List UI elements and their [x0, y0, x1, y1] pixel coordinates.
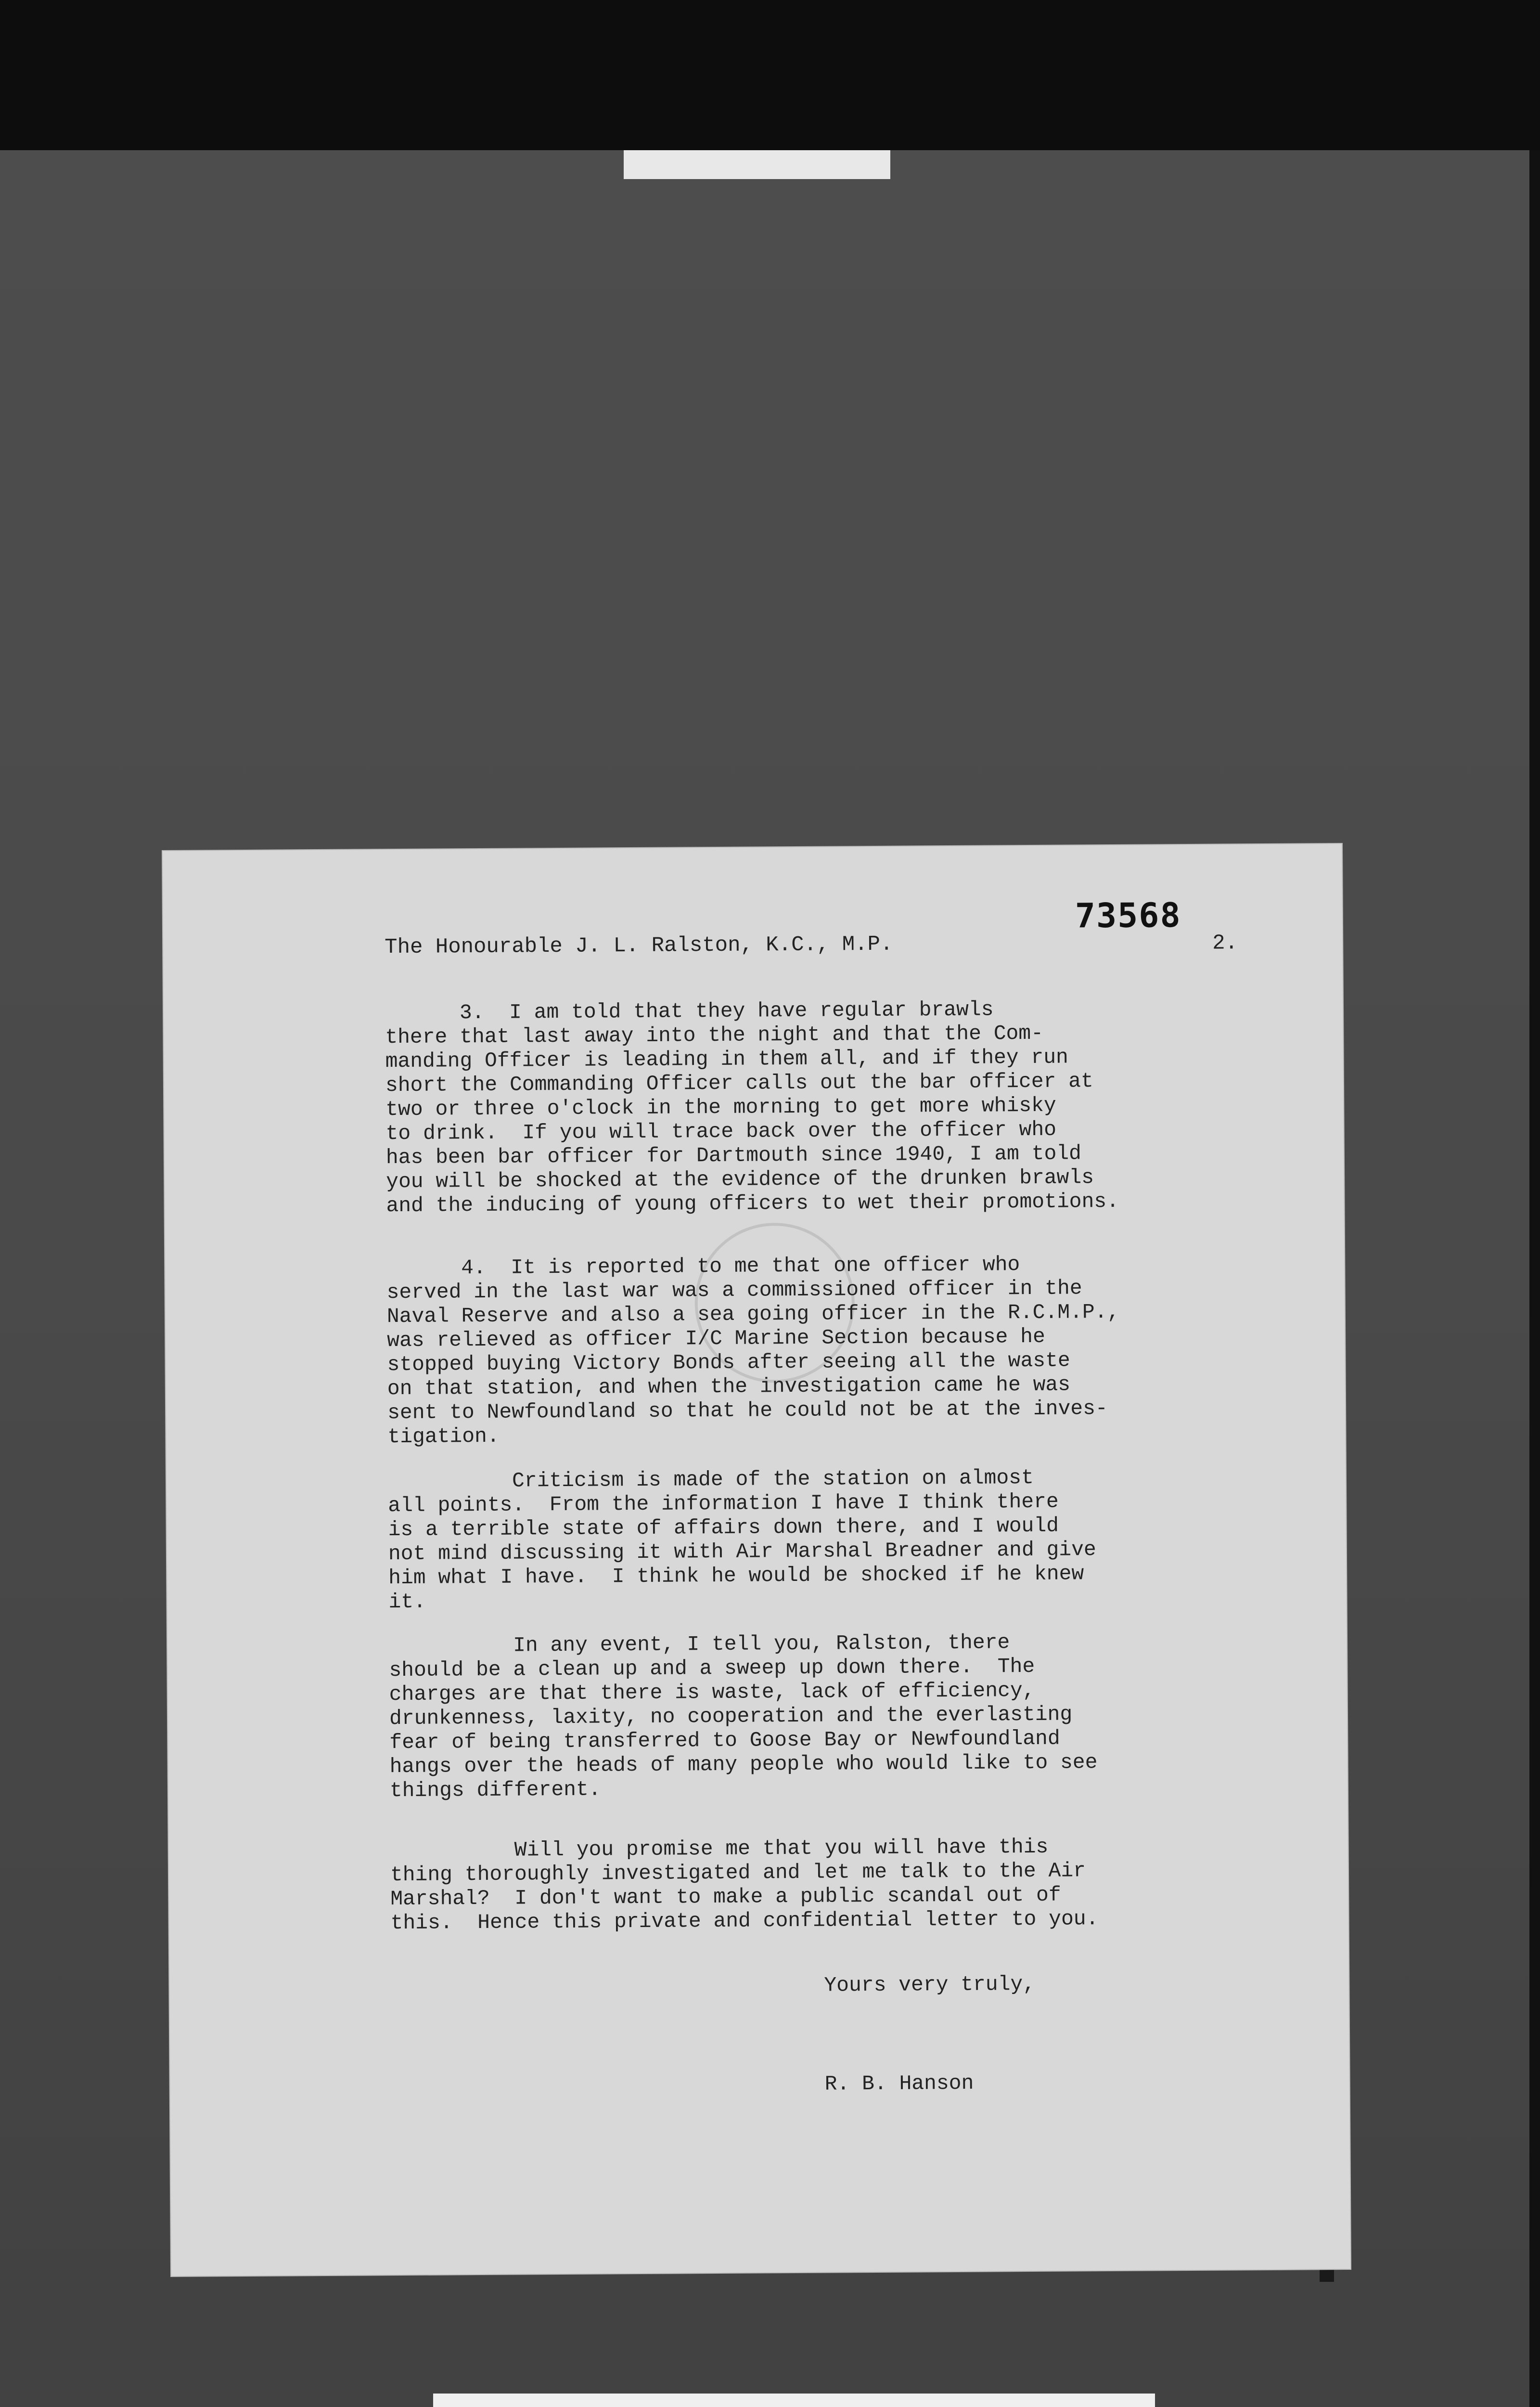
- text-line: to drink. If you will trace back over the officer who: [385, 1117, 1057, 1146]
- text-line: served in the last war was a commissioned officer in the: [386, 1276, 1082, 1305]
- text-line: charges are that there is waste, lack of efficiency,: [389, 1678, 1035, 1707]
- text-line: this. Hence this private and confidential letter to you.: [390, 1907, 1099, 1935]
- closing: Yours very truly,: [824, 1972, 1036, 1997]
- letter-page: [163, 844, 1350, 2276]
- paragraph-criticism: [388, 1464, 1255, 1614]
- text-line: all points. From the information I have I think there: [388, 1489, 1059, 1518]
- addressee-line: The Honourable J. L. Ralston, K.C., M.P.: [385, 932, 893, 960]
- text-line: and the inducing of young officers to wet their promotions.: [386, 1189, 1119, 1218]
- text-line: 3. I am told that they have regular brawls: [385, 997, 994, 1025]
- paragraph-any-event: [389, 1629, 1256, 1803]
- text-line: Marshal? I don't want to make a public scandal out of: [390, 1883, 1061, 1911]
- text-line: manding Officer is leading in them all, and if they run: [385, 1045, 1069, 1074]
- text-line: hangs over the heads of many people who would like to see: [389, 1750, 1098, 1779]
- paragraph-3: [385, 996, 1253, 1218]
- text-line: it.: [388, 1590, 426, 1614]
- signature: R. B. Hanson: [824, 2071, 974, 2096]
- text-line: two or three o'clock in the morning to get more whisky: [385, 1093, 1056, 1122]
- text-line: was relieved as officer I/C Marine Section because he: [387, 1324, 1045, 1353]
- text-line: you will be shocked at the evidence of the drunken brawls: [386, 1165, 1094, 1194]
- paragraph-4: [386, 1251, 1254, 1449]
- text-line: Will you promise me that you will have this: [390, 1835, 1049, 1863]
- text-line: Criticism is made of the station on almost: [387, 1465, 1034, 1494]
- top-tab: [624, 150, 890, 179]
- film-top-border: [0, 0, 1540, 154]
- paragraph-promise: [390, 1834, 1257, 1935]
- text-line: 4. It is reported to me that one officer who: [386, 1253, 1020, 1281]
- film-right-edge: [1529, 150, 1540, 2407]
- text-line: not mind discussing it with Air Marshal Breadner and give: [388, 1538, 1096, 1566]
- text-line: is a terrible state of affairs down there, and I would: [388, 1514, 1059, 1542]
- text-line: sent to Newfoundland so that he could not be at the inves-: [387, 1397, 1108, 1425]
- text-line: on that station, and when the investigation came he was: [387, 1372, 1071, 1401]
- volume-label-card: [433, 2394, 1155, 2407]
- text-line: fear of being transferred to Goose Bay or Newfoundland: [389, 1726, 1060, 1755]
- page-number: 2.: [1212, 931, 1238, 956]
- text-line: has been bar officer for Dartmouth since 1940, I am told: [385, 1141, 1082, 1170]
- text-line: Naval Reserve and also a sea going officer in the R.C.M.P.,: [386, 1300, 1120, 1329]
- text-line: things different.: [389, 1777, 601, 1803]
- text-line: should be a clean up and a sweep up down there. The: [389, 1654, 1035, 1682]
- text-line: thing thoroughly investigated and let me talk to the Air: [390, 1859, 1086, 1887]
- text-line: there that last away into the night and that the Com-: [385, 1021, 1044, 1049]
- text-line: stopped buying Victory Bonds after seeing all the waste: [387, 1348, 1070, 1377]
- text-line: In any event, I tell you, Ralston, there: [388, 1631, 1010, 1658]
- text-line: him what I have. I think he would be shocked if he knew: [388, 1562, 1084, 1590]
- text-line: tigation.: [387, 1424, 500, 1449]
- document-number: 73568: [1075, 895, 1181, 936]
- text-line: short the Commanding Officer calls out the bar officer at: [385, 1069, 1093, 1098]
- text-line: drunkenness, laxity, no cooperation and the everlasting: [389, 1702, 1073, 1731]
